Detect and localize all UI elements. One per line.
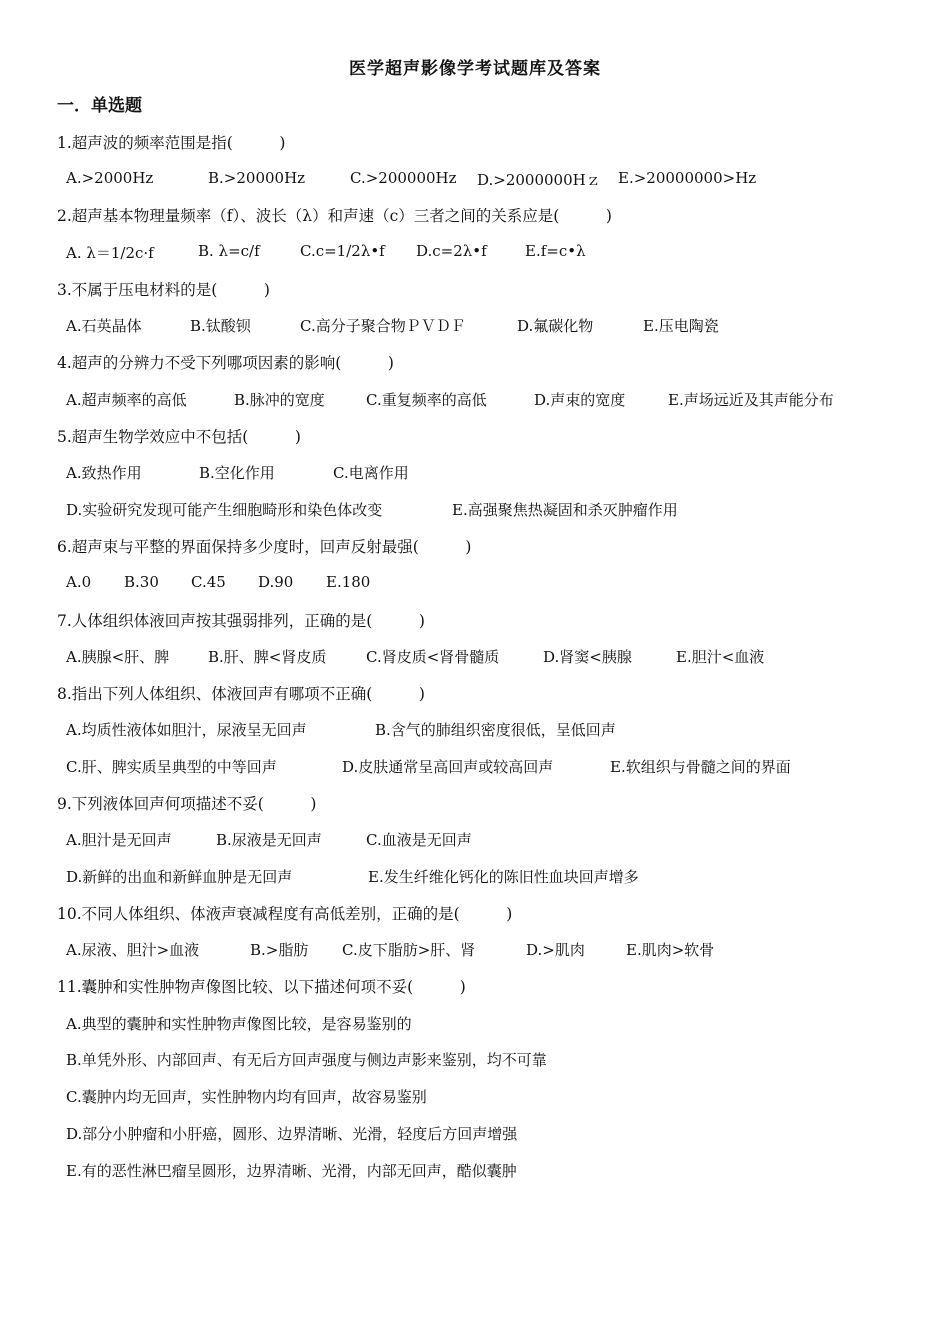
question-stem: 1.超声波的频率范围是指( ) <box>57 134 286 152</box>
question-stem: 3.不属于压电材料的是( ) <box>57 281 270 299</box>
option: A.胆汁是无回声 <box>66 831 172 849</box>
option: C.c=1/2λ•f <box>300 242 385 260</box>
option: A.尿液、胆汁>血液 <box>66 941 200 959</box>
option: E.压电陶瓷 <box>643 317 719 335</box>
option: C.高分子聚合物ＰＶＤＦ <box>300 317 466 335</box>
option: E.发生纤维化钙化的陈旧性血块回声增多 <box>368 868 639 886</box>
option: E.f=c•λ <box>525 242 586 260</box>
option: B.脉冲的宽度 <box>234 391 325 409</box>
question-stem: 6.超声束与平整的界面保持多少度时，回声反射最强( ) <box>57 538 472 556</box>
option: D.声束的宽度 <box>534 391 626 409</box>
question-stem: 4.超声的分辨力不受下列哪项因素的影响( ) <box>57 354 394 372</box>
option: D.c=2λ•f <box>416 242 487 260</box>
option: D.90 <box>258 573 294 591</box>
option: A.致热作用 <box>66 464 142 482</box>
option: D.新鲜的出血和新鲜血肿是无回声 <box>66 868 293 886</box>
option: B.空化作用 <box>199 464 275 482</box>
option: C.重复频率的高低 <box>366 391 487 409</box>
option-line: E.有的恶性淋巴瘤呈圆形，边界清晰、光滑，内部无回声，酷似囊肿 <box>66 1162 517 1180</box>
option: B.含气的肺组织密度很低，呈低回声 <box>375 721 616 739</box>
option: B.30 <box>124 573 159 591</box>
question-stem: 10.不同人体组织、体液声衰减程度有高低差别，正确的是( ) <box>57 905 513 923</box>
option: A.胰腺<肝、脾 <box>66 648 170 666</box>
option: D.>肌肉 <box>526 941 585 959</box>
option: B. λ=c/f <box>198 242 260 260</box>
option: C.皮下脂肪>肝、肾 <box>342 941 476 959</box>
question-stem: 5.超声生物学效应中不包括( ) <box>57 428 301 446</box>
option: E.高强聚焦热凝固和杀灭肿瘤作用 <box>452 501 678 519</box>
question-stem: 8.指出下列人体组织、体液回声有哪项不正确( ) <box>57 685 425 703</box>
section-heading: 一．单选题 <box>57 96 142 116</box>
option: E.180 <box>326 573 371 591</box>
option: A.0 <box>66 573 92 591</box>
question-stem: 11.囊肿和实性肿物声像图比较、以下描述何项不妥( ) <box>57 978 466 996</box>
option: E.声场远近及其声能分布 <box>668 391 834 409</box>
option: C.肾皮质<肾骨髓质 <box>366 648 500 666</box>
option: B.>脂肪 <box>250 941 309 959</box>
option-line: B.单凭外形、内部回声、有无后方回声强度与侧边声影来鉴别，均不可靠 <box>66 1051 547 1069</box>
option: C.肝、脾实质呈典型的中等回声 <box>66 758 277 776</box>
option-line: A.典型的囊肿和实性肿物声像图比较，是容易鉴别的 <box>66 1015 412 1033</box>
option: C.>200000Hz <box>350 169 457 187</box>
option: D.肾窦<胰腺 <box>543 648 632 666</box>
option: A.均质性液体如胆汁，尿液呈无回声 <box>66 721 307 739</box>
option: A.>2000Hz <box>66 169 154 187</box>
option: B.尿液是无回声 <box>216 831 322 849</box>
option: D.皮肤通常呈高回声或较高回声 <box>342 758 554 776</box>
option-line: D.部分小肿瘤和小肝癌，圆形、边界清晰、光滑，轻度后方回声增强 <box>66 1125 518 1143</box>
option: C.电离作用 <box>333 464 409 482</box>
option: C.45 <box>191 573 226 591</box>
option: B.>20000Hz <box>208 169 306 187</box>
option: A.超声频率的高低 <box>66 391 187 409</box>
option: E.>20000000>Hz <box>618 169 757 187</box>
option: E.胆汁<血液 <box>676 648 765 666</box>
question-stem: 7.人体组织体液回声按其强弱排列，正确的是( ) <box>57 612 425 630</box>
option: E.肌肉>软骨 <box>626 941 715 959</box>
option: E.软组织与骨髓之间的界面 <box>610 758 791 776</box>
question-stem: 2.超声基本物理量频率（f）、波长（λ）和声速（c）三者之间的关系应是( ) <box>57 207 612 225</box>
option-line: C.囊肿内均无回声，实性肿物内均有回声，故容易鉴别 <box>66 1088 427 1106</box>
page-title: 医学超声影像学考试题库及答案 <box>349 59 601 79</box>
question-stem: 9.下列液体回声何项描述不妥( ) <box>57 795 317 813</box>
option: A. λ＝1/2c·f <box>66 244 154 262</box>
option: D.实验研究发现可能产生细胞畸形和染色体改变 <box>66 501 383 519</box>
option: B.钛酸钡 <box>190 317 251 335</box>
option: B.肝、脾<肾皮质 <box>208 648 327 666</box>
option: D.>2000000Hｚ <box>477 171 601 189</box>
option: C.血液是无回声 <box>366 831 472 849</box>
option: A.石英晶体 <box>66 317 142 335</box>
option: D.氟碳化物 <box>517 317 594 335</box>
